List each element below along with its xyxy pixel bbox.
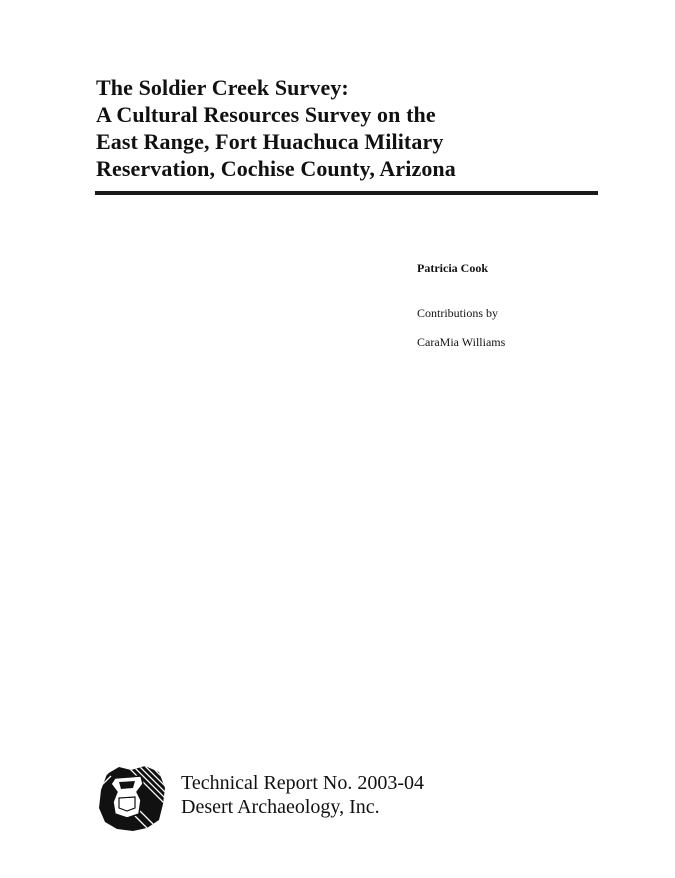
desert-archaeology-pot-logo-icon <box>97 764 167 832</box>
title-line-4: Reservation, Cochise County, Arizona <box>96 156 456 181</box>
contributor-name: CaraMia Williams <box>417 335 506 349</box>
publisher-name: Desert Archaeology, Inc. <box>181 796 380 818</box>
title-divider <box>95 191 598 195</box>
title-line-1: The Soldier Creek Survey: <box>96 75 349 100</box>
report-title <box>96 74 616 182</box>
title-line-3: East Range, Fort Huachuca Military <box>96 129 444 154</box>
technical-report-number: Technical Report No. 2003-04 <box>181 772 424 794</box>
author-name: Patricia Cook <box>417 261 488 275</box>
report-footer <box>181 771 424 819</box>
contributions-label: Contributions by <box>417 306 499 320</box>
title-line-2: A Cultural Resources Survey on the <box>96 102 436 127</box>
